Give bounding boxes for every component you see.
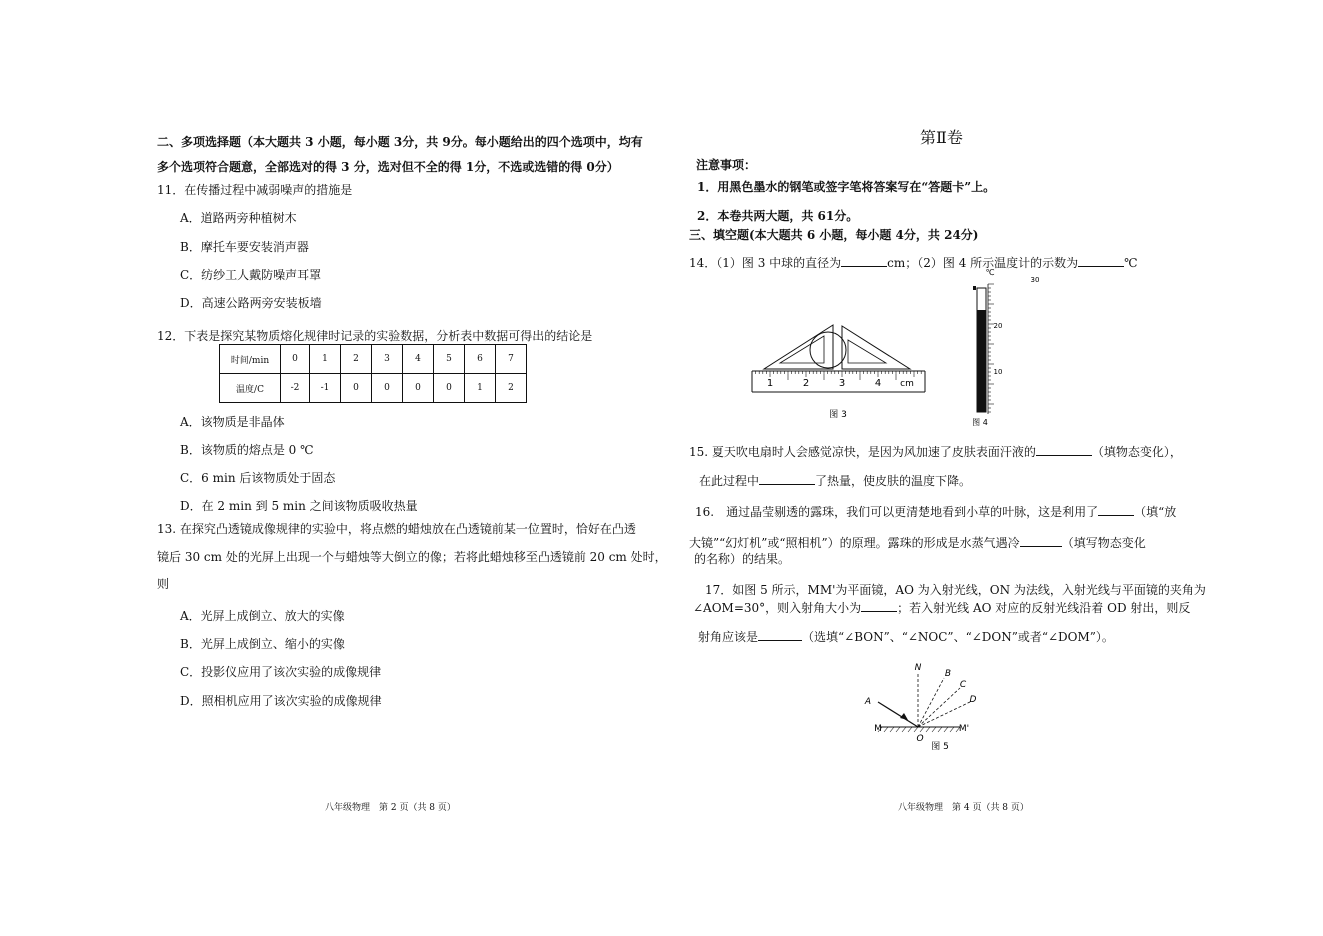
q11-option-a: A．道路两旁种植树木 (180, 211, 297, 225)
ruler-label: 4 (874, 378, 882, 389)
q17-text: （选填“∠BON”、“∠NOC”、“∠DON”或者“∠DOM”）。 (802, 630, 1114, 644)
answer-blank[interactable] (758, 630, 802, 641)
q17-text: 射角应该是 (698, 630, 759, 644)
answer-blank[interactable] (759, 474, 815, 485)
q16-text: （填“放 (1134, 505, 1177, 519)
table-cell: 0 (372, 374, 403, 403)
question-13-line2: 镜后 30 cm 处的光屏上出现一个与蜡烛等大倒立的像；若将此蜡烛移至凸透镜前 20 cm 处时， (157, 550, 667, 564)
note-1: 1．用黑色墨水的钢笔或签字笔将答案写在“答题卡”上。 (697, 180, 996, 194)
answer-blank[interactable] (841, 256, 887, 267)
figure-5-caption: 图 5 (931, 742, 949, 752)
table-cell: -2 (281, 374, 310, 403)
table-cell: 0 (403, 374, 434, 403)
q12-option-a: A．该物质是非晶体 (180, 415, 285, 429)
notes-title: 注意事项： (696, 158, 757, 172)
table-cell: 0 (341, 374, 372, 403)
fig5-label-n: N (914, 663, 922, 673)
table-cell: 2 (341, 345, 372, 374)
ruler-unit-label: cm (900, 379, 914, 389)
thermometer-label: 10 (993, 368, 1003, 376)
answer-blank[interactable] (1036, 445, 1092, 456)
answer-blank[interactable] (1020, 536, 1062, 547)
table-row-time (220, 345, 527, 374)
q13-option-a: A．光屏上成倒立、放大的实像 (180, 609, 345, 623)
table-row-temperature (220, 374, 527, 403)
q12-option-b: B．该物质的熔点是 0 ℃ (180, 443, 314, 457)
table-cell: 3 (372, 345, 403, 374)
q13-option-d: D．照相机应用了该次实验的成像规律 (180, 694, 382, 708)
q14-text-part1: 14．（1）图 3 中球的直径为 (689, 256, 842, 270)
q13-option-c: C．投影仪应用了该次实验的成像规律 (180, 665, 382, 679)
question-16-line1 (695, 503, 1176, 520)
fig5-label-d: D (969, 695, 977, 705)
q16-text: 大镜”“幻灯机”或“照相机”）的原理。露珠的形成是水蒸气遇冷 (689, 536, 1020, 550)
table-cell: 7 (496, 345, 527, 374)
table-cell: 1 (465, 374, 496, 403)
q12-option-d: D．在 2 min 到 5 min 之间该物质吸收热量 (180, 499, 418, 513)
section3-heading: 三、填空题(本大题共 6 小题，每小题 4分，共 24分) (689, 228, 979, 242)
figure-4-thermometer (960, 268, 1045, 428)
ruler-label: 1 (766, 378, 774, 389)
question-17-line2 (693, 599, 1190, 616)
q11-option-b: B．摩托车要安装消声器 (180, 240, 309, 254)
q11-option-c: C．纺纱工人戴防噪声耳罩 (180, 268, 322, 282)
table-cell: 1 (310, 345, 341, 374)
q14-text-part3: ℃ (1124, 256, 1138, 270)
table-cell: 6 (465, 345, 496, 374)
table-cell: 2 (496, 374, 527, 403)
question-17-line1: 17．如图 5 所示，MM'为平面镜，AO 为入射光线，ON 为法线，入射光线与平面镜的夹角为 (705, 583, 1206, 597)
q15-text: 在此过程中 (699, 474, 760, 488)
question-15-line2 (699, 472, 971, 489)
table-cell: 4 (403, 345, 434, 374)
figure-5-reflection (860, 660, 975, 755)
volume-title: 第Ⅱ卷 (920, 128, 963, 147)
table-cell-label: 温度/C (220, 374, 281, 403)
thermometer-unit: ℃ (985, 268, 995, 277)
table-cell-label: 时间/min (220, 345, 281, 374)
table-cell: 0 (281, 345, 310, 374)
melting-data-table (219, 344, 527, 403)
answer-blank[interactable] (861, 601, 897, 612)
question-13-line1: 13. 在探究凸透镜成像规律的实验中，将点燃的蜡烛放在凸透镜前某一位置时，恰好在凸透 (157, 522, 636, 536)
table-cell: -1 (310, 374, 341, 403)
page-footer-right: 八年级物理 第 4 页（共 8 页） (898, 803, 1029, 813)
figure-3-ruler-ball (750, 320, 930, 425)
question-16-line2 (689, 534, 1146, 551)
thermometer-label: 20 (993, 322, 1003, 330)
fig5-label-m-prime: M' (958, 724, 970, 734)
fig5-label-o: O (916, 734, 924, 744)
question-11-stem: 11．在传播过程中减弱噪声的措施是 (157, 183, 353, 197)
fig5-label-a: A (864, 697, 872, 707)
q15-text: 了热量，使皮肤的温度下降。 (815, 474, 972, 488)
note-2: 2．本卷共两大题，共 61分。 (697, 209, 859, 223)
question-16-line3: 的名称）的结果。 (694, 552, 791, 566)
answer-blank[interactable] (1098, 505, 1134, 516)
fig5-label-b: B (944, 669, 952, 679)
question-15-line1 (689, 443, 1182, 460)
question-17-line3 (698, 628, 1114, 645)
q17-text: ∠AOM=30°，则入射角大小为 (693, 601, 862, 615)
question-14 (689, 254, 1138, 271)
q13-option-b: B．光屏上成倒立、缩小的实像 (180, 637, 345, 651)
table-cell: 5 (434, 345, 465, 374)
q15-text: （填物态变化）， (1091, 445, 1182, 459)
q12-option-c: C．6 min 后该物质处于固态 (180, 471, 336, 485)
figure-4-caption: 图 4 (972, 418, 988, 427)
section2-heading-line2: 多个选项符合题意，全部选对的得 3 分，选对但不全的得 1分，不选或选错的得 0分） (157, 160, 619, 174)
question-12-stem: 12．下表是探究某物质熔化规律时记录的实验数据，分析表中数据可得出的结论是 (157, 329, 593, 343)
q15-text: 15. 夏天吹电扇时人会感觉凉快，是因为风加速了皮肤表面汗液的 (689, 445, 1036, 459)
q16-text: （填写物态变化 (1061, 536, 1146, 550)
ruler-label: 3 (838, 378, 846, 389)
figure-3-caption: 图 3 (829, 410, 847, 420)
q17-text: ；若入射光线 AO 对应的反射光线沿着 OD 射出，则反 (897, 601, 1191, 615)
thermometer-label: 30 (1030, 276, 1040, 284)
page-footer-left: 八年级物理 第 2 页（共 8 页） (325, 803, 456, 813)
fig5-label-c: C (959, 680, 967, 690)
q16-text: 16. 通过晶莹剔透的露珠，我们可以更清楚地看到小草的叶脉，这是利用了 (695, 505, 1099, 519)
fig5-label-m: M (874, 724, 882, 734)
answer-blank[interactable] (1078, 256, 1124, 267)
ruler-label: 2 (802, 378, 810, 389)
q11-option-d: D．高速公路两旁安装板墙 (180, 296, 322, 310)
table-cell: 0 (434, 374, 465, 403)
section2-heading-line1: 二、多项选择题（本大题共 3 小题，每小题 3分，共 9分。每小题给出的四个选项中，均有 (157, 135, 643, 149)
q14-text-part2: cm；（2）图 4 所示温度计的示数为 (887, 256, 1079, 270)
question-13-line3: 则 (157, 577, 170, 591)
